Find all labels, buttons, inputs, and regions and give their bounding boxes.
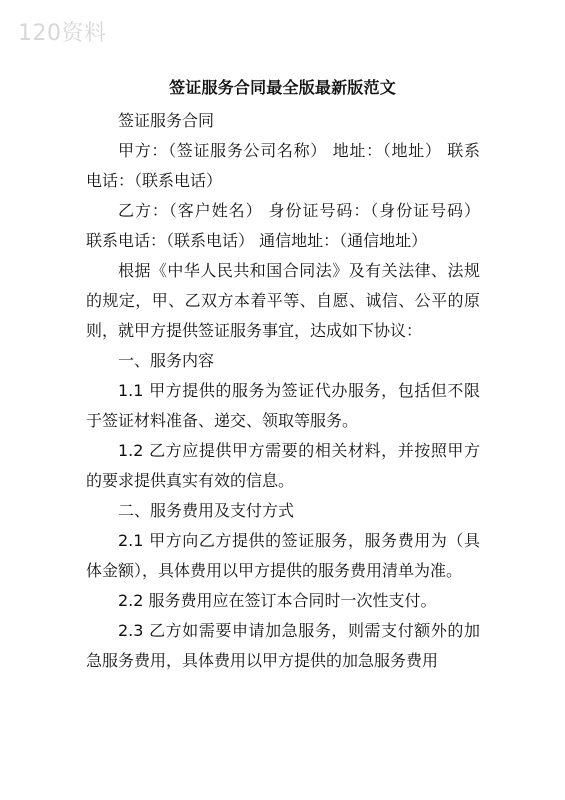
paragraph-contract-name: 签证服务合同 (118, 111, 215, 130)
section-heading-service-content: 一、服务内容 (118, 351, 215, 370)
clause-1-2: 1.2 乙方应提供甲方需要的相关材料，并按照甲方的要求提供真实有效的信息。 (86, 441, 480, 490)
paragraph-preamble: 根据《中华人民共和国合同法》及有关法律、法规的规定，甲、乙双方本着平等、自愿、诚信、公平的原则，就甲方提供签证服务事宜，达成如下协议： (86, 261, 480, 340)
document-title: 签证服务合同最全版最新版范文 (169, 78, 396, 97)
document-body (86, 106, 480, 676)
section-heading-fees-payment: 二、服务费用及支付方式 (118, 501, 295, 520)
clause-1-1: 1.1 甲方提供的服务为签证代办服务，包括但不限于签证材料准备、递交、领取等服务。 (86, 381, 480, 430)
clause-2-3: 2.3 乙方如需要申请加急服务，则需支付额外的加急服务费用，具体费用以甲方提供的加急服务费用 (86, 621, 480, 670)
paragraph-party-a: 甲方：（签证服务公司名称） 地址：（地址） 联系电话：（联系电话） (86, 141, 480, 190)
paragraph-party-b: 乙方：（客户姓名） 身份证号码：（身份证号码） 联系电话：（联系电话） 通信地址：（通信地址） (86, 201, 480, 250)
clause-2-1: 2.1 甲方向乙方提供的签证服务，服务费用为（具体金额），具体费用以甲方提供的服务费用清单为准。 (86, 531, 480, 580)
clause-2-2: 2.2 服务费用应在签订本合同时一次性支付。 (118, 591, 437, 610)
watermark-text: 120资料 (18, 21, 107, 46)
